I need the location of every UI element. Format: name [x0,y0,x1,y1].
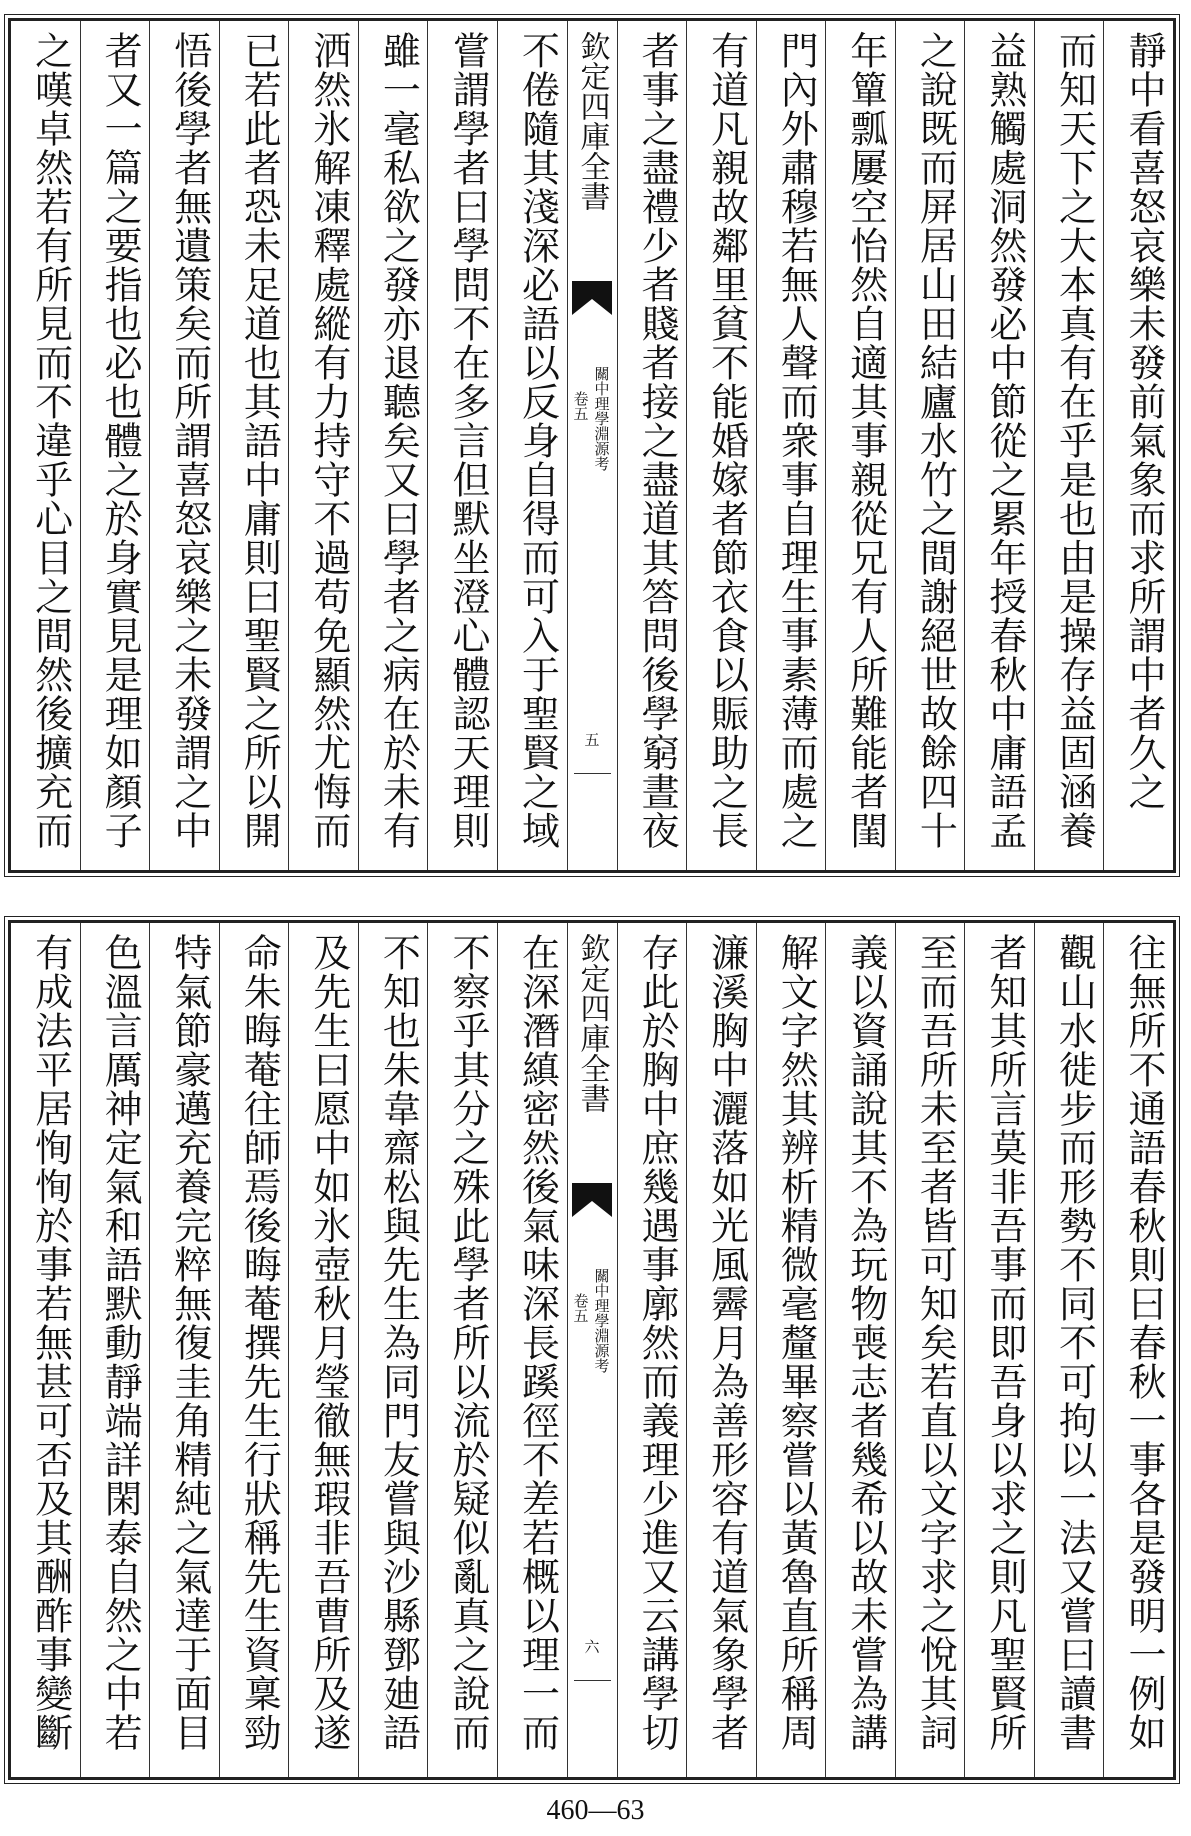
text-column: 靜中看喜怒哀樂未發前氣象而求所謂中者久之 [1103,21,1173,870]
fish-tail-mark-icon [572,1183,612,1217]
text-column: 至而吾所未至者皆可知矣若直以文字求之悅其詞 [895,923,965,1777]
page-number: 六 [584,1638,600,1656]
text-column: 者又一篇之要指也必也體之於身實見是理如顏子 [80,21,150,870]
page-number: 五 [584,731,600,749]
text-column: 不倦隨其淺深必語以反身自得而可入于聖賢之域 [497,21,567,870]
page-bottom [8,920,1176,1780]
book-title: 欽定四庫全書 [574,933,610,1113]
text-column: 不察乎其分之殊此學者所以流於疑似亂真之說而 [427,923,497,1777]
text-column: 不知也朱韋齋松與先生為同門友嘗與沙縣鄧廸語 [358,923,428,1777]
divider [574,1680,611,1681]
text-column: 之嘆卓然若有所見而不違乎心目之間然後擴充而 [28,31,73,850]
fish-tail-mark-icon [572,281,612,315]
footer-page-code: 460—63 [546,1795,645,1826]
text-column: 嘗謂學者曰學問不在多言但默坐澄心體認天理則 [427,21,497,870]
volume-label: 卷五 [571,1293,590,1323]
text-column: 而知天下之大本真有在乎是也由是操存益固涵養 [1034,21,1104,870]
text-column: 解文字然其辨析精微毫釐畢察嘗以黃魯直所稱周 [756,923,826,1777]
text-column: 在深潛縝密然後氣味深長蹊徑不差若概以理一而 [497,923,567,1777]
text-column: 有道凡親故鄰里貧不能婚嫁者節衣食以賑助之長 [686,21,756,870]
book-subtitle: 關中理學淵源考 [592,366,611,471]
divider [574,773,611,774]
book-subtitle: 關中理學淵源考 [592,1268,611,1373]
text-column: 濂溪胸中灑落如光風霽月為善形容有道氣象學者 [686,923,756,1777]
text-column: 之說既而屏居山田結廬水竹之間謝絕世故餘四十 [895,21,965,870]
text-column: 往無所不通語春秋則曰春秋一事各是發明一例如 [1103,923,1173,1777]
text-column: 命朱晦菴往師焉後晦菴撰先生行狀稱先生資稟勁 [219,923,289,1777]
text-column: 門內外肅穆若無人聲而衆事自理生事素薄而處之 [756,21,826,870]
text-column: 者知其所言莫非吾事而即吾身以求之則凡聖賢所 [964,923,1034,1777]
page-top [8,18,1176,873]
book-title: 欽定四庫全書 [574,31,610,211]
center-fold [567,21,617,870]
text-column: 悟後學者無遺策矣而所謂喜怒哀樂之未發謂之中 [149,21,219,870]
text-column: 雖一毫私欲之發亦退聽矣又曰學者之病在於未有 [358,21,428,870]
volume-label: 卷五 [571,391,590,421]
text-column: 色溫言厲神定氣和語默動靜端詳閑泰自然之中若 [80,923,150,1777]
text-column: 及先生曰愿中如氷壺秋月瑩徹無瑕非吾曹所及遂 [288,923,358,1777]
text-column: 特氣節豪邁充養完粹無復圭角精純之氣達于面目 [149,923,219,1777]
text-column: 年簞瓢屢空怡然自適其事親從兄有人所難能者閨 [825,21,895,870]
text-column: 觀山水徙步而形勢不同不可拘以一法又嘗曰讀書 [1034,923,1104,1777]
text-column: 者事之盡禮少者賤者接之盡道其答問後學窮晝夜 [617,21,687,870]
text-column: 已若此者恐未足道也其語中庸則曰聖賢之所以開 [219,21,289,870]
text-column: 存此於胸中庶幾遇事廓然而義理少進又云講學切 [617,923,687,1777]
text-column: 益熟觸處洞然發必中節從之累年授春秋中庸語孟 [964,21,1034,870]
text-column: 義以資誦說其不為玩物喪志者幾希以故未嘗為講 [825,923,895,1777]
text-column: 洒然氷解凍釋處縱有力持守不過苟免顯然尤悔而 [288,21,358,870]
text-column: 有成法平居恂恂於事若無甚可否及其酬酢事變斷 [28,933,73,1752]
center-fold [567,923,617,1777]
